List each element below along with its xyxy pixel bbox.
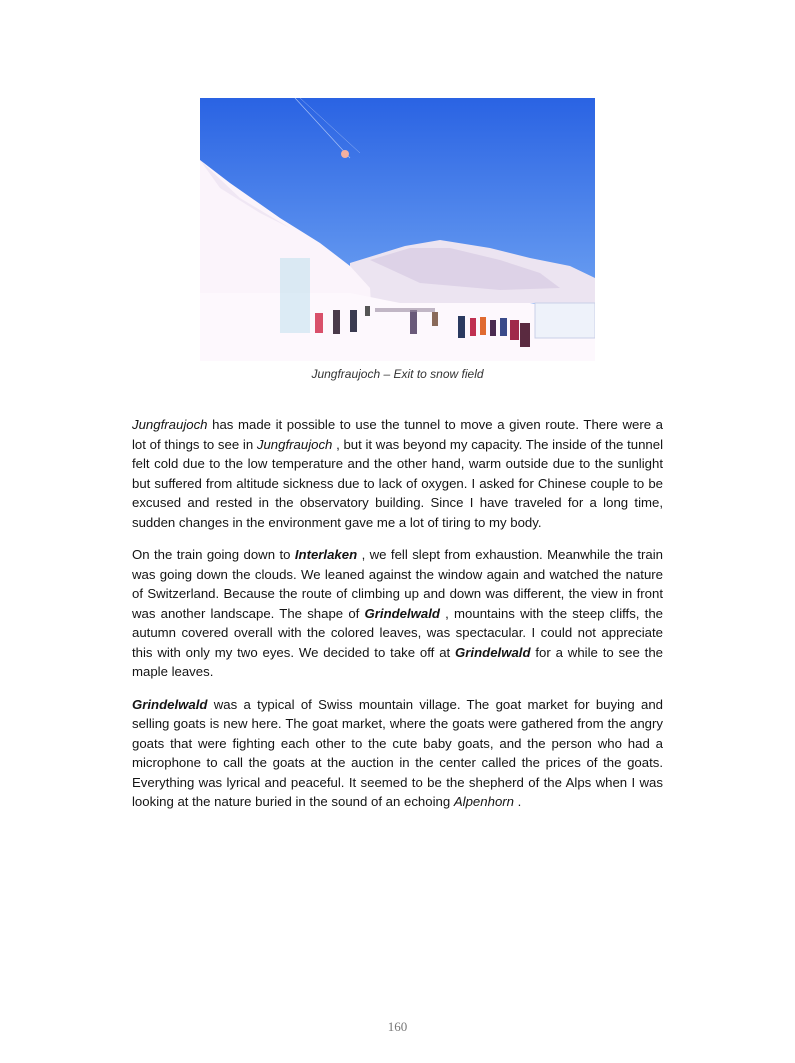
paragraph-jungfraujoch: Jungfraujoch has made it possible to use the tunnel to move a given route. There were a lot of things to see in Jungfraujoch , but it was beyond my capacity. The inside of the tunnel felt cold due to the low temperature and the other hand, warm outside due to the sunlight but suffered from altitude sickness due to lack of oxygen. I asked for Chinese couple to be excused and rested in the observatory building. Since I have traveled for a long time, sudden changes in the environment gave me a lot of tiring to my body.	[132, 417, 663, 530]
page-number: 160	[387, 1019, 408, 1034]
paragraph-grindelwald: Grindelwald was a typical of Swiss mountain village. The goat market for buying and selling goats is new here. The goat market, where the goats were gathered from the angry goats that were fighting each other to the cute baby goats, and the person who had a microphone to call the goats at the auction in the center called the prices of the goats. Everything was lyrical and peaceful. It seemed to be the shepherd of the Alps when I was looking at the nature buried in the sound of an echoing Alpenhorn .	[132, 696, 663, 809]
place-name: Jungfraujoch	[256, 436, 333, 452]
ice-wall	[280, 258, 310, 333]
balloon	[341, 150, 349, 158]
instrument-name: Alpenhorn	[453, 794, 514, 809]
place-name: Jungfraujoch	[132, 417, 208, 432]
jungfraujoch-photo	[200, 98, 595, 361]
place-name: Interlaken	[294, 547, 358, 562]
photo-caption: Jungfraujoch – Exit to snow field	[311, 367, 484, 381]
paragraph-interlaken: On the train going down to Interlaken , we fell slept from exhaustion. Meanwhile the train was going down the clouds. We leaned against the window again and watched the nature of Switzerland. Because the route of climbing up and down was different, the view in front was another landscape. The shape of Grindelwald , mountains with the steep cliffs, the autumn covered overall with the colored leaves, was spectacular. I could not appreciate this with only my two eyes. We decided to take off at Grindelwald for a while to see the maple leaves.	[132, 547, 663, 679]
snow-field-scene	[200, 98, 595, 361]
observatory-building	[535, 303, 595, 338]
place-name: Grindelwald	[132, 696, 208, 712]
place-name: Grindelwald	[455, 644, 531, 660]
article-body	[132, 415, 663, 825]
place-name: Grindelwald	[364, 605, 440, 621]
